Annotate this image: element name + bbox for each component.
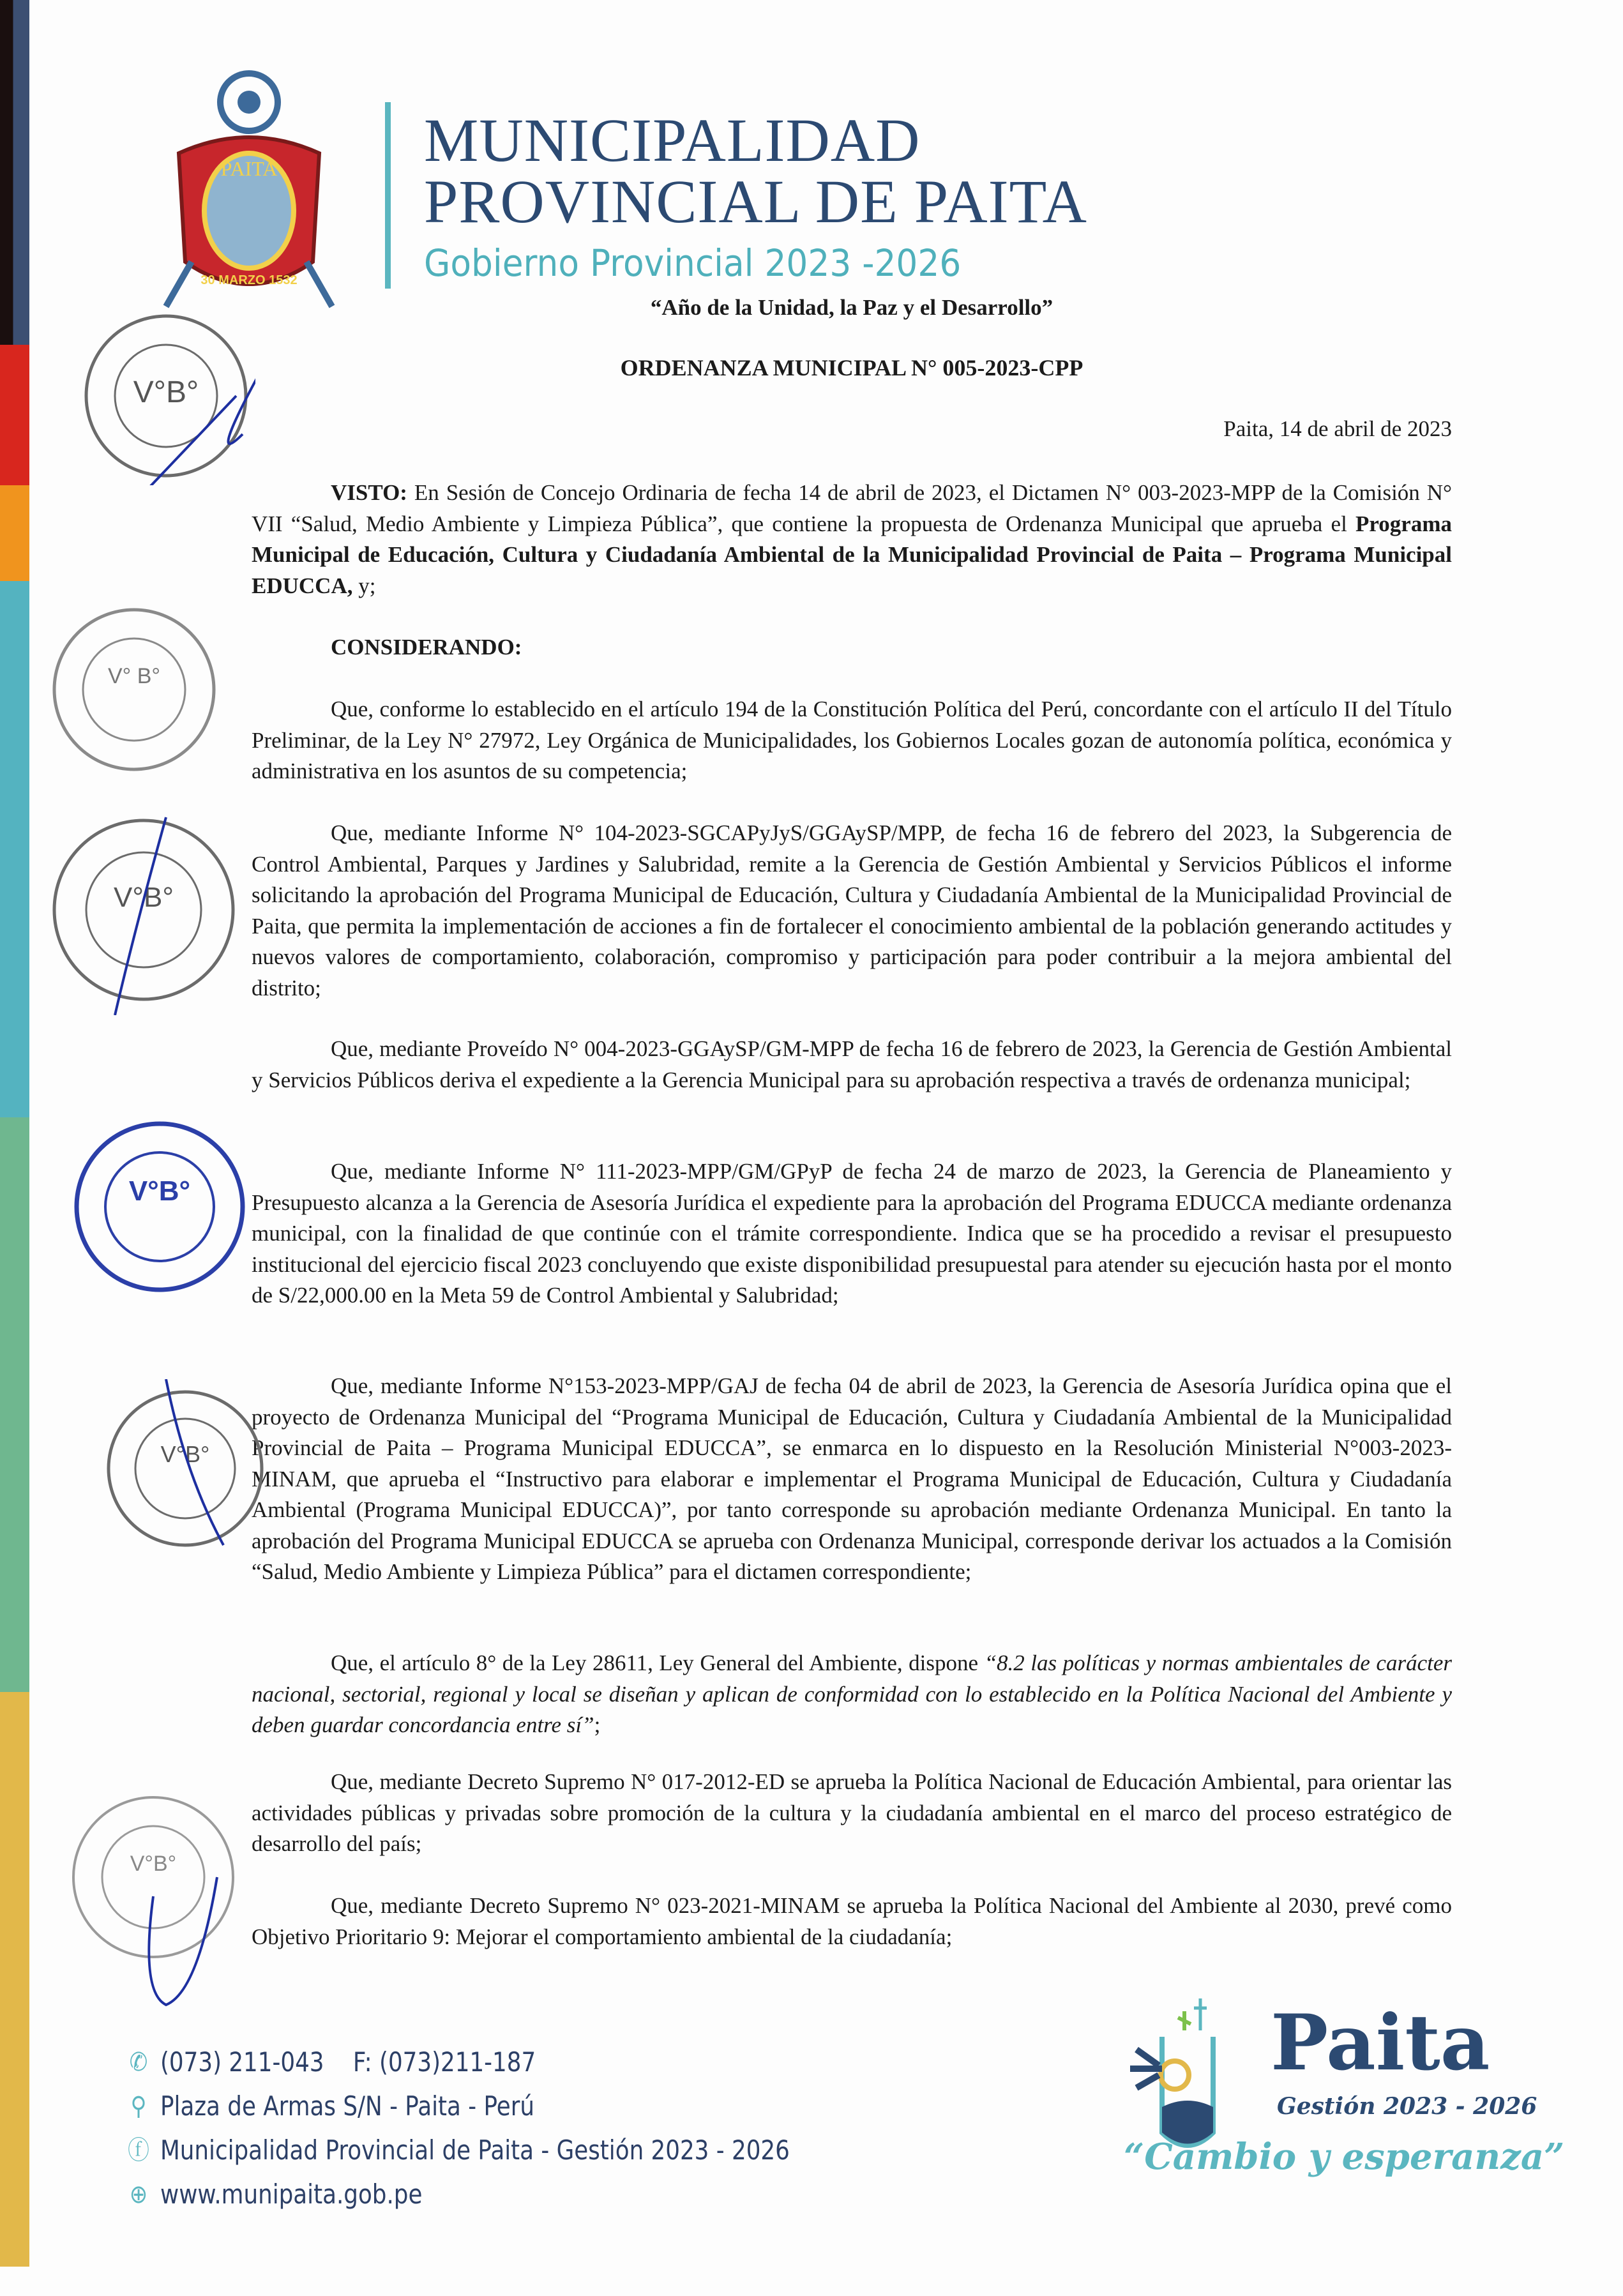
stamp-alcaldia bbox=[77, 306, 255, 485]
stamp-planeamiento-presupuesto bbox=[38, 804, 249, 1015]
considerando-paragraph-2: Que, mediante Informe N° 104-2023-SGCAPyJyS/GGAySP/MPP, de fecha 16 de febrero del 2023, la Subgerencia de Control Ambiental, Parques y Jardines y Salubridad, remite a la Gerencia de Gestión Ambiental y Servicios Públicos el informe solicitando la aprobación del Programa Municipal de Educación, Cultura y Ciudadanía Ambiental de la Municipalidad Provincial de Paita, que permita la implementación de acciones a fin de fortalecer el conocimiento ambiental de la población generando actitudes y nuevos valores de comportamiento, colaboración, compromiso y participación para poder contribuir a la mejora ambiental del distrito; bbox=[252, 820, 1452, 1001]
considerando-paragraph-1: Que, conforme lo establecido en el artículo 194 de la Constitución Política del Perú, concordante con el artículo II del Título Preliminar, de la Ley N° 27972, Ley Orgánica de Municipalidades, los Gobiernos Locales gozan de autonomía política, económica y administrativa en los asuntos de su competencia; bbox=[252, 697, 1452, 783]
border-stripe-green bbox=[0, 1117, 29, 1692]
svg-text:V°B°: V°B° bbox=[114, 882, 174, 913]
visto-end: y; bbox=[352, 573, 376, 598]
facebook-text[interactable]: Municipalidad Provincial de Paita - Gestión 2023 - 2026 bbox=[160, 2134, 790, 2166]
header-subtitle: Gobierno Provincial 2023 -2026 bbox=[424, 241, 962, 285]
border-stripe-red bbox=[0, 345, 29, 485]
visto-label: VISTO: bbox=[331, 480, 407, 505]
footer-address bbox=[128, 2090, 534, 2122]
svg-text:V°B°: V°B° bbox=[128, 1175, 191, 1207]
header-title-line1: MUNICIPALIDAD bbox=[424, 106, 921, 174]
law-end: ; bbox=[594, 1712, 601, 1737]
phone-text: (073) 211-043 F: (073)211-187 bbox=[160, 2046, 536, 2078]
visto-text: En Sesión de Concejo Ordinaria de fecha 14 de abril de 2023, el Dictamen N° 003-2023-MPP de la Comisión N° VII “Salud, Medio Ambiente y Limpieza Pública”, que contiene la propuesta de Ordenanza Municipal que aprueba el bbox=[252, 480, 1452, 536]
footer-facebook[interactable] bbox=[128, 2134, 790, 2166]
location-pin-icon: ⚲ bbox=[130, 2091, 147, 2121]
considerando-paragraph-law bbox=[252, 1648, 1452, 1741]
paita-brand-emblem bbox=[1124, 1986, 1251, 2158]
border-stripe-teal bbox=[0, 581, 29, 1117]
stamp-gerencia-municipal bbox=[38, 594, 230, 785]
border-stripe-orange bbox=[0, 485, 29, 581]
crest-date-text: 30 MARZO 1532 bbox=[200, 273, 298, 287]
footer-website[interactable] bbox=[128, 2179, 422, 2210]
svg-text:V°B°: V°B° bbox=[133, 375, 199, 409]
stamp-gestion-ambiental bbox=[64, 1111, 255, 1303]
paita-brand-period: Gestión 2023 - 2026 bbox=[1277, 2093, 1537, 2120]
website-link[interactable]: www.munipaita.gob.pe bbox=[160, 2179, 423, 2210]
considerando-heading: CONSIDERANDO: bbox=[331, 635, 522, 660]
ordinance-title: ORDENANZA MUNICIPAL N° 005-2023-CPP bbox=[620, 355, 1083, 381]
slogan: “Cambio y esperanza” bbox=[1124, 2136, 1565, 2178]
facebook-icon: ⓕ bbox=[128, 2135, 149, 2165]
paita-brand-name: Paita bbox=[1271, 1998, 1490, 2088]
border-stripe-yellow bbox=[0, 1692, 29, 2267]
border-stripe-dark bbox=[0, 0, 29, 345]
document-date: Paita, 14 de abril de 2023 bbox=[1223, 416, 1452, 441]
law-quote: “8.2 las políticas y normas ambientales de carácter nacional, sectorial, regional y local se diseñan y aplican de conformidad con lo establecido en la Política Nacional del Ambiente y deben guardar concordancia entre sí” bbox=[252, 1650, 1452, 1737]
address-text: Plaza de Armas S/N - Paita - Perú bbox=[160, 2090, 535, 2122]
stamp-secretaria-general bbox=[57, 1781, 249, 2011]
crest-name-text: PAITA bbox=[220, 157, 278, 180]
phone-icon: ✆ bbox=[129, 2047, 148, 2077]
considerando-paragraph-8: Que, mediante Decreto Supremo N° 023-2021-MINAM se aprueba la Política Nacional del Ambiente al 2030, prevé como Objetivo Prioritario 9: Mejorar el comportamiento ambiental de la ciudadanía; bbox=[252, 1893, 1452, 1949]
header-divider bbox=[385, 102, 391, 289]
stamp-asesoria-juridica bbox=[96, 1379, 275, 1558]
svg-text:V°B°: V°B° bbox=[160, 1441, 210, 1467]
visto-program: Programa Municipal de Educación, Cultura y Ciudadanía Ambiental de la Municipalidad Provincial de Paita – Programa Municipal EDUCCA, bbox=[252, 511, 1452, 598]
year-motto: “Año de la Unidad, la Paz y el Desarrollo” bbox=[650, 295, 1053, 320]
svg-text:V°B°: V°B° bbox=[130, 1852, 177, 1876]
considerando-paragraph-3: Que, mediante Proveído N° 004-2023-GGAySP/GM-MPP de fecha 16 de febrero de 2023, la Gerencia de Gestión Ambiental y Servicios Públicos deriva el expediente a la Gerencia Municipal para su aprobación respectiva a través de ordenanza municipal; bbox=[252, 1036, 1452, 1092]
footer-phone bbox=[128, 2046, 536, 2078]
visto-paragraph bbox=[252, 478, 1452, 601]
law-text: Que, el artículo 8° de la Ley 28611, Ley General del Ambiente, dispone bbox=[331, 1650, 985, 1675]
considerando-paragraph-4: Que, mediante Informe N° 111-2023-MPP/GM/GPyP de fecha 24 de marzo de 2023, la Gerencia de Planeamiento y Presupuesto alcanza a la Gerencia de Asesoría Jurídica el expediente para la aprobación del Programa EDUCCA mediante ordenanza municipal, con la finalidad de que continúe con el trámite correspondiente. Indica que se ha procedido a revisar el presupuesto institucional del ejercicio fiscal 2023 concluyendo que existe disponibilidad presupuestal para atender su ejecución hasta por el monto de S/22,000.00 en la Meta 59 de Control Ambiental y Salubridad; bbox=[252, 1159, 1452, 1308]
header-title-line2: PROVINCIAL DE PAITA bbox=[424, 167, 1087, 236]
considerando-paragraph-7: Que, mediante Decreto Supremo N° 017-2012-ED se aprueba la Política Nacional de Educación Ambiental, para orientar las actividades públicas y privadas sobre promoción de la cultura y la ciudadanía ambiental en el marco del proceso estratégico de desarrollo del país; bbox=[252, 1769, 1452, 1856]
svg-text:V° B°: V° B° bbox=[108, 664, 160, 688]
considerando-paragraph-5: Que, mediante Informe N°153-2023-MPP/GAJ de fecha 04 de abril de 2023, la Gerencia de Asesoría Jurídica opina que el proyecto de Ordenanza Municipal del “Programa Municipal de Educación, Cultura y Ciudadanía Ambiental de la Municipalidad Provincial de Paita – Programa Municipal EDUCCA”, se enmarca en lo dispuesto en la Resolución Ministerial N°003-2023-MINAM, que aprueba el “Instructivo para elaborar e implementar el Programa Municipal de Educación, Cultura y Ciudadanía Ambiental (Programa Municipal EDUCCA)”, por tanto corresponde su aprobación mediante Ordenanza Municipal. En tanto la aprobación del Programa Municipal EDUCCA se aprueba con Ordenanza Municipal, corresponde derivar los actuados a la Comisión “Salud, Medio Ambiente y Limpieza Pública” para el dictamen correspondiente; bbox=[252, 1373, 1452, 1584]
municipal-crest-logo bbox=[153, 51, 345, 319]
globe-icon: ⊕ bbox=[129, 2179, 148, 2209]
